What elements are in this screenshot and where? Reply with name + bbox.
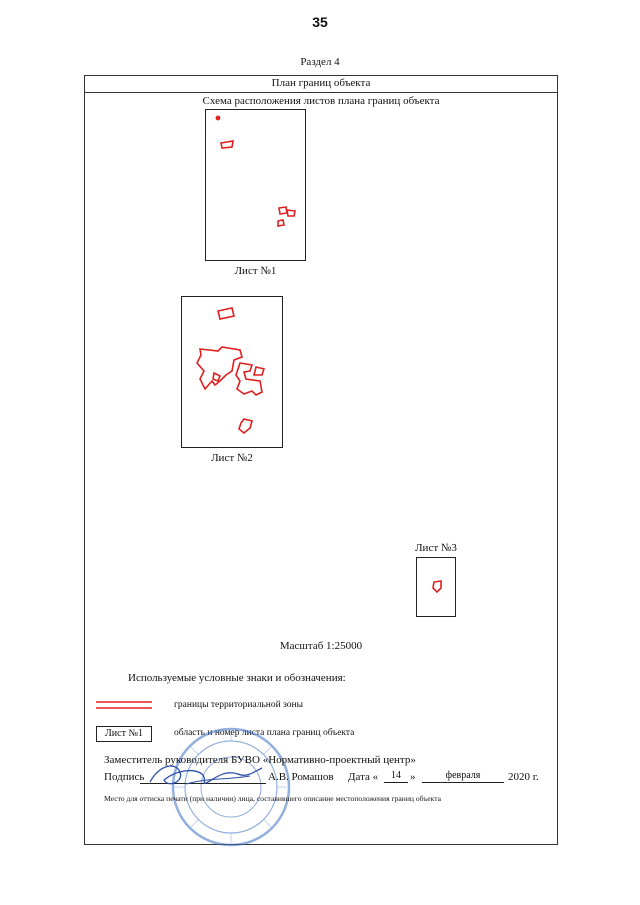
page-number: 35 bbox=[312, 14, 328, 30]
sheet-1-boundaries bbox=[206, 110, 307, 262]
sheet-3-label: Лист №3 bbox=[415, 542, 457, 554]
stamp-place-note: Место для оттиска печати (при наличии) лица, составившего описание местоположения границ объекта bbox=[104, 794, 442, 803]
legend-sheet-text: область и номер листа плана границ объекта bbox=[174, 728, 355, 738]
deputy-text: Заместитель руководителя БУВО «Нормативно-проектный центр» bbox=[104, 754, 416, 766]
date-year: 2020 г. bbox=[508, 771, 539, 783]
sheet-3-box bbox=[416, 557, 456, 617]
sheet-3-boundaries bbox=[417, 558, 457, 618]
sheet-1-box bbox=[205, 109, 306, 261]
boundary-parcel bbox=[239, 419, 252, 433]
boundary-parcel bbox=[279, 207, 287, 214]
handwritten-signature bbox=[146, 758, 266, 792]
date-month: февраля bbox=[422, 770, 504, 783]
boundary-parcel bbox=[216, 116, 219, 119]
boundary-parcel bbox=[278, 220, 284, 226]
sign-label: Подпись bbox=[104, 771, 145, 783]
legend-boundary-symbol bbox=[96, 700, 152, 710]
date-day: 14 bbox=[384, 770, 408, 783]
boundary-parcel bbox=[197, 347, 242, 389]
scale-label: Масштаб 1:25000 bbox=[279, 640, 363, 652]
legend-boundary-text: границы территориальной зоны bbox=[174, 700, 304, 710]
sheet-2-boundaries bbox=[182, 297, 284, 449]
sheet-2-box bbox=[181, 296, 283, 448]
date-label: Дата « bbox=[348, 771, 379, 783]
signer-name: А.В. Ромашов bbox=[268, 771, 334, 783]
section-heading: Раздел 4 bbox=[300, 56, 340, 68]
scheme-title: Схема расположения листов плана границ объекта bbox=[202, 95, 440, 107]
date-day-close: » bbox=[410, 771, 416, 783]
boundary-parcel bbox=[221, 141, 233, 148]
boundary-parcel bbox=[218, 308, 234, 319]
legend-sheet-symbol: Лист №1 bbox=[96, 726, 152, 742]
boundary-parcel bbox=[254, 367, 264, 375]
boundary-parcel bbox=[433, 581, 441, 592]
sheet-2-label: Лист №2 bbox=[211, 452, 253, 464]
legend-title: Используемые условные знаки и обозначения: bbox=[128, 672, 346, 684]
frame-title: План границ объекта bbox=[84, 75, 558, 93]
sheet-1-label: Лист №1 bbox=[234, 265, 277, 277]
boundary-parcel bbox=[213, 373, 220, 381]
boundary-parcel bbox=[287, 210, 295, 216]
